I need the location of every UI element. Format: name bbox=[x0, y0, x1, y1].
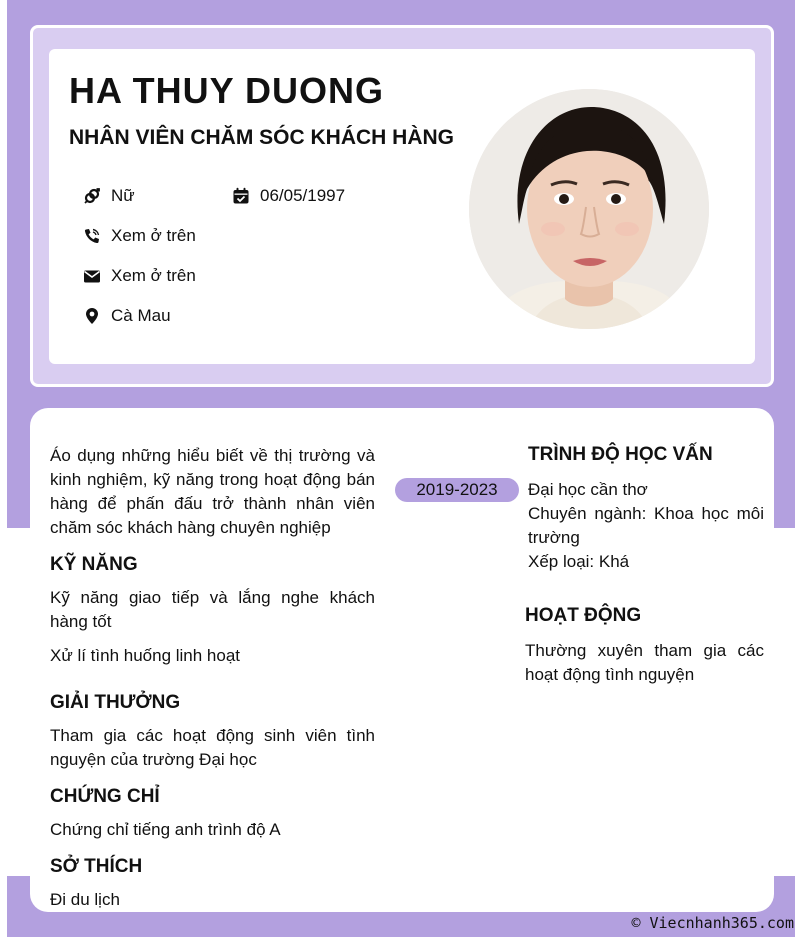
envelope-icon bbox=[83, 267, 101, 285]
email-row bbox=[83, 266, 196, 286]
birthdate-row bbox=[232, 186, 345, 206]
skills-title: KỸ NĂNG bbox=[50, 554, 138, 575]
skill-item: Kỹ năng giao tiếp và lắng nghe khách hàng tốt bbox=[50, 588, 375, 631]
education-period-badge: 2019-2023 bbox=[395, 478, 519, 502]
location-pin-icon bbox=[83, 307, 101, 325]
awards-text: Tham gia các hoạt động sinh viên tình nguyện của trường Đại học bbox=[50, 726, 375, 769]
education-school: Đại học cần thơ bbox=[528, 480, 648, 499]
hobbies-text: Đi du lịch bbox=[50, 890, 120, 909]
phone-icon bbox=[83, 227, 101, 245]
certificates-text: Chứng chỉ tiếng anh trình độ A bbox=[50, 820, 281, 839]
education-grade: Xếp loại: Khá bbox=[528, 552, 630, 571]
phone-row bbox=[83, 226, 196, 246]
profile-photo bbox=[469, 89, 709, 329]
birthdate-value: 06/05/1997 bbox=[260, 186, 346, 205]
candidate-name: HA THUY DUONG bbox=[69, 70, 385, 111]
phone-value: Xem ở trên bbox=[111, 226, 196, 245]
certificates-title: CHỨNG CHỈ bbox=[50, 786, 160, 807]
education-title: TRÌNH ĐỘ HỌC VẤN bbox=[528, 444, 713, 465]
gender-icon bbox=[83, 187, 101, 205]
calendar-icon bbox=[232, 187, 250, 205]
career-objective: Áo dụng những hiểu biết về thị trường và kinh nghiệm, kỹ năng trong hoạt động bán hàng để phấn đấu trở thành nhân viên chăm sóc khách hàng chuyên nghiệp bbox=[50, 446, 375, 537]
awards-title: GIẢI THƯỞNG bbox=[50, 692, 181, 713]
copyright-notice: © Viecnhanh365.com bbox=[631, 914, 794, 932]
education-major: Chuyên ngành: Khoa học môi trường bbox=[528, 504, 764, 547]
address-row bbox=[83, 306, 171, 326]
job-title: NHÂN VIÊN CHĂM SÓC KHÁCH HÀNG bbox=[69, 126, 455, 149]
gender-row bbox=[83, 186, 135, 206]
hobbies-title: SỞ THÍCH bbox=[50, 856, 143, 877]
skill-item: Xử lí tình huống linh hoạt bbox=[50, 646, 241, 665]
activities-title: HOẠT ĐỘNG bbox=[525, 605, 642, 626]
activities-text: Thường xuyên tham gia các hoạt động tình nguyện bbox=[525, 641, 764, 684]
gender-value: Nữ bbox=[111, 186, 135, 205]
email-value: Xem ở trên bbox=[111, 266, 196, 285]
address-value: Cà Mau bbox=[111, 306, 171, 325]
